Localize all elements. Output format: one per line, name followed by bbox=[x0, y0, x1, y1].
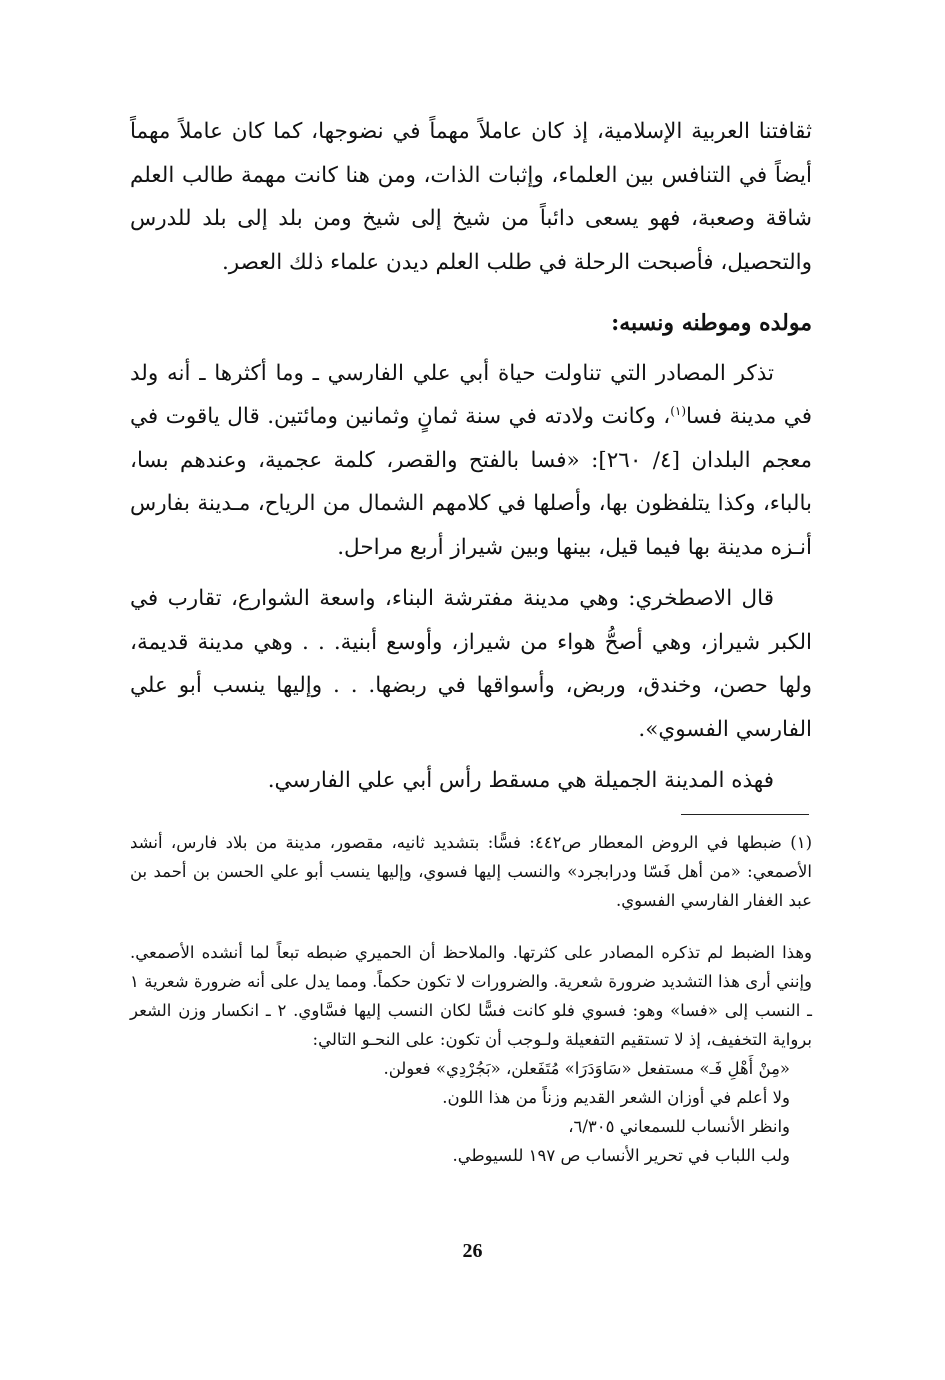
footnote-meter-note: ولا أعلم في أوزان الشعر القديم وزناً من هذا اللون. bbox=[442, 1088, 790, 1107]
section-heading: مولده وموطنه ونسبه: bbox=[611, 310, 812, 336]
footnote-reference: (١) bbox=[670, 403, 687, 418]
footnote-meter-line: «مِنْ أَهْلِ فَـ» مستفعل «سَاوَدَرَا» مُتَفَعلن، «بَجُرْدِي» فعولن. bbox=[383, 1059, 790, 1078]
footnote-reference-ansab: وانظر الأنساب للسمعاني ٦/٣٠٥، bbox=[568, 1117, 790, 1136]
paragraph-intro: ثقافتنا العربية الإسلامية، إذ كان عاملاً مهماً في نضوجها، كما كان عاملاً مهماً أيضاً في التنافس بين العلماء، وإثبات الذات، ومن هنا كانت مهمة طالب العلم شاقة وصعبة، فهو يسعى دائباً من شيخ إلى شيخ ومن بلد إلى بلد للدرس والتحصيل، فأصبحت الرحلة في طلب العلم ديدن علماء ذلك العصر. bbox=[130, 119, 812, 275]
paragraph-birth bbox=[130, 352, 812, 570]
paragraph-conclusion: فهذه المدينة الجميلة هي مسقط رأس أبي علي الفارسي. bbox=[267, 768, 774, 793]
page-number: 26 bbox=[462, 1240, 483, 1262]
paragraph-birth-rest: ، وكانت ولادته في سنة ثمانٍ وثمانين ومائتين. قال ياقوت في معجم البلدان [٤/ ٢٦٠]: «فسا بالفتح والقصر، كلمة عجمية، وعندهم بسا، بالباء، وكذا يتلفظون بها، وأصلها في كلامهم الشمال من الرياح، مـدينة بفارس أنـزه مدينة بها فيما قيل، بينها وبين شيراز أربع مراحل. bbox=[130, 404, 813, 560]
main-text bbox=[130, 110, 812, 803]
footnote-divider bbox=[681, 814, 809, 815]
paragraph-istakhri: قال الاصطخري: وهي مدينة مفترشة البناء، واسعة الشوارع، تقارب في الكبر شيراز، وهي أصحُّ هواء من شيراز، وأوسع أبنية. . . وهي مدينة قديمة، ولها حصن، وخندق، وربض، وأسواقها في ربضها. . . وإليها ينسب أبو علي الفارسي الفسوي». bbox=[130, 586, 812, 742]
footnote-commentary bbox=[130, 938, 812, 1170]
footnote-1 bbox=[130, 828, 812, 915]
footnote-reference-lubab: ولب اللباب في تحرير الأنساب ص ١٩٧ للسيوطي. bbox=[452, 1146, 790, 1165]
paragraph-birth-start: تذكر المصادر التي تناولت حياة أبي علي الفارسي ـ وما أكثرها ـ أنه ولد في مدينة فسا bbox=[130, 360, 812, 429]
footnote-commentary-text: وهذا الضبط لم تذكره المصادر على كثرتها. والملاحظ أن الحميري ضبطه تبعاً لما أنشده الأصمعي. وإنني أرى هذا التشديد ضرورة شعرية. والضرورات لا تكون حكماً. ومما يدل على أنه ضرورة شعرية ١ ـ النسب إلى «فسا» وهو: فسوي فلو كانت فسًّا لكان النسب إليها فسَّاوي. ٢ ـ انكسار وزن الشعر برواية التخفيف، إذ لا تستقيم التفعيلة ولـوجب أن تكون: على النحـو التالي: bbox=[130, 943, 813, 1049]
footnote-1-text: (١) ضبطها في الروض المعطار ص٤٤٢: فسًّا: بتشديد ثانيه، مقصور، مدينة من بلاد فارس، أنشد الأصمعي: «من أهل فَسّا ودرابجرد» والنسب إليها فسوي، وإليها ينسب أبو علي الحسن بن أحمد بن عبد الغفار الفارسي الفسوي. bbox=[130, 833, 813, 910]
